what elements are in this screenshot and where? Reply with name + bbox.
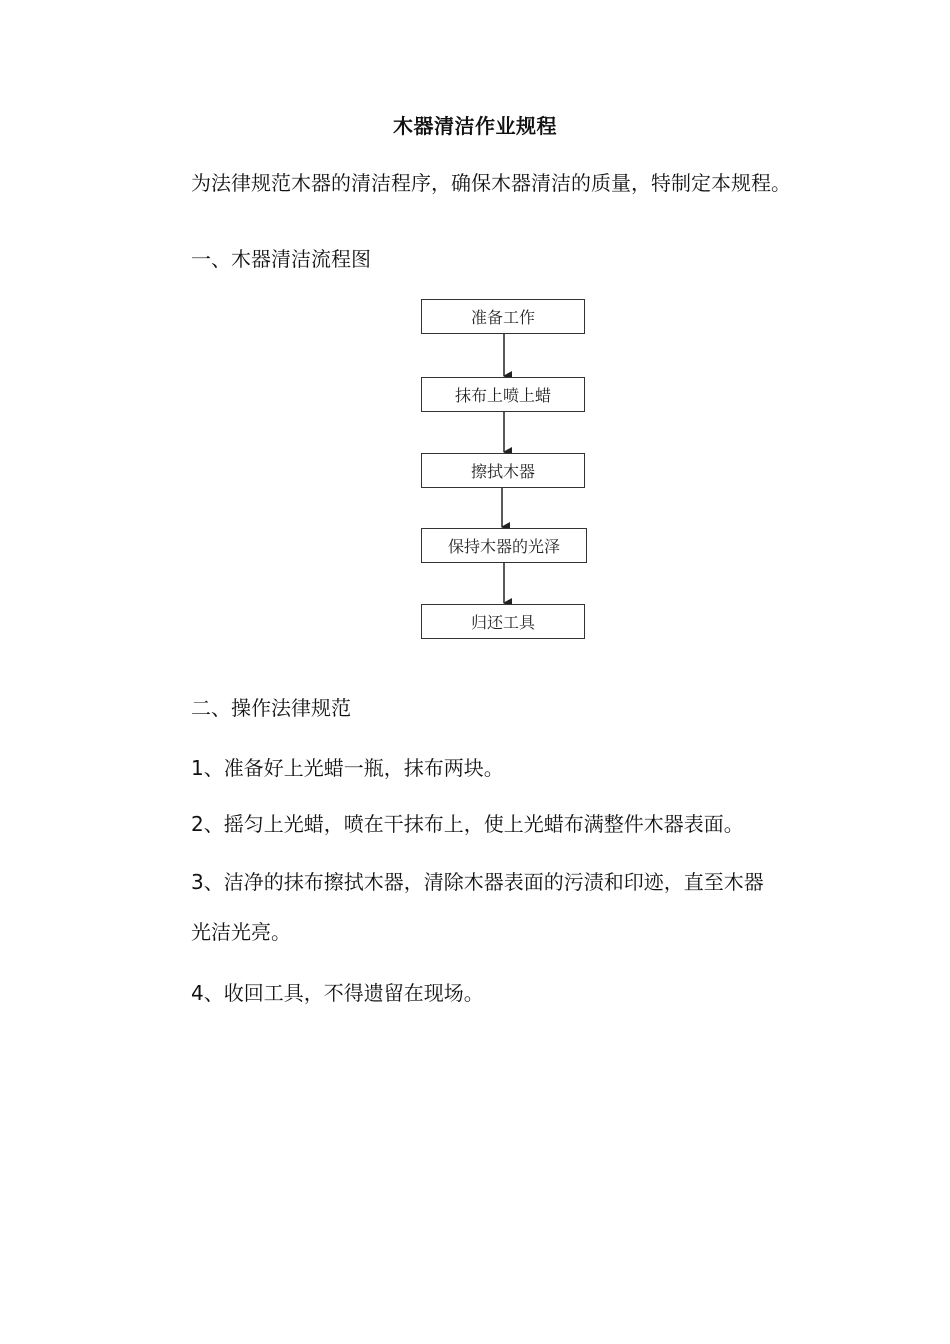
flow-step-keep-shine: 保持木器的光泽 bbox=[421, 528, 587, 563]
rule-item-2: 2、摇匀上光蜡，喷在干抹布上，使上光蜡布满整件木器表面。 bbox=[191, 812, 744, 836]
rule-item-4: 4、收回工具，不得遗留在现场。 bbox=[191, 981, 484, 1005]
flow-step-spray-wax: 抹布上喷上蜡 bbox=[421, 377, 585, 412]
flow-step-prepare: 准备工作 bbox=[421, 299, 585, 334]
flow-step-wipe: 擦拭木器 bbox=[421, 453, 585, 488]
flow-step-return-tools: 归还工具 bbox=[421, 604, 585, 639]
rule-item-3: 3、洁净的抹布擦拭木器，清除木器表面的污渍和印迹，直至木器 bbox=[191, 870, 764, 894]
rule-item-3-continued: 光洁光亮。 bbox=[191, 920, 291, 944]
intro-paragraph: 为法律规范木器的清洁程序，确保木器清洁的质量，特制定本规程。 bbox=[191, 171, 791, 195]
section-heading-rules: 二、操作法律规范 bbox=[191, 696, 351, 720]
rule-item-1: 1、准备好上光蜡一瓶，抹布两块。 bbox=[191, 756, 504, 780]
page-title: 木器清洁作业规程 bbox=[393, 114, 557, 138]
section-heading-flowchart: 一、木器清洁流程图 bbox=[191, 247, 371, 271]
